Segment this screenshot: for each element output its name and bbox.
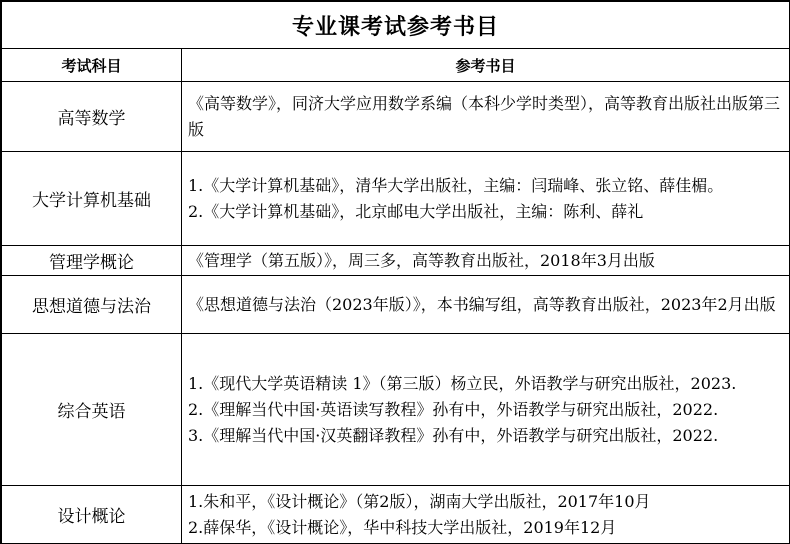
books-cell xyxy=(182,334,790,486)
table-row xyxy=(2,82,790,152)
books-cell xyxy=(182,486,790,544)
book-entry: 1.《现代大学英语精读 1》（第三版）杨立民，外语教学与研究出版社，2023. xyxy=(188,373,737,393)
book-entry: 3.《理解当代中国·汉英翻译教程》孙有中，外语教学与研究出版社，2022. xyxy=(188,425,719,445)
table-row xyxy=(2,246,790,276)
table-title: 专业课考试参考书目 xyxy=(2,2,790,49)
subject-cell: 思想道德与法治 xyxy=(2,276,182,334)
books-cell xyxy=(182,152,790,246)
book-entry: 1.《大学计算机基础》，清华大学出版社，主编：闫瑞峰、张立铭、薛佳楣。 xyxy=(188,175,724,195)
header-books: 参考书目 xyxy=(182,49,790,82)
table-row xyxy=(2,152,790,246)
book-entry: 《管理学（第五版）》，周三多，高等教育出版社，2018年3月出版 xyxy=(188,250,655,270)
reference-book-table xyxy=(1,1,790,544)
books-cell xyxy=(182,82,790,152)
table-row xyxy=(2,334,790,486)
table-row xyxy=(2,486,790,544)
title-row xyxy=(2,2,790,49)
book-entry: 2.《理解当代中国·英语读写教程》孙有中，外语教学与研究出版社，2022. xyxy=(188,399,719,419)
books-cell xyxy=(182,276,790,334)
book-entry: 《思想道德与法治（2023年版）》，本书编写组，高等教育出版社，2023年2月出版 xyxy=(188,294,776,314)
subject-cell: 综合英语 xyxy=(2,334,182,486)
book-entry: 2.《大学计算机基础》，北京邮电大学出版社，主编：陈利、薛礼 xyxy=(188,201,644,221)
books-cell xyxy=(182,246,790,276)
subject-cell: 设计概论 xyxy=(2,486,182,544)
header-subject: 考试科目 xyxy=(2,49,182,82)
subject-cell: 高等数学 xyxy=(2,82,182,152)
table-row xyxy=(2,276,790,334)
book-entry: 《高等数学》，同济大学应用数学系编（本科少学时类型），高等教育出版社出版第三版 xyxy=(188,93,781,139)
subject-cell: 管理学概论 xyxy=(2,246,182,276)
subject-cell: 大学计算机基础 xyxy=(2,152,182,246)
book-entry: 2.薛保华，《设计概论》，华中科技大学出版社，2019年12月 xyxy=(188,517,617,537)
book-entry: 1.朱和平，《设计概论》（第2版），湖南大学出版社，2017年10月 xyxy=(188,491,651,511)
header-row xyxy=(2,49,790,82)
